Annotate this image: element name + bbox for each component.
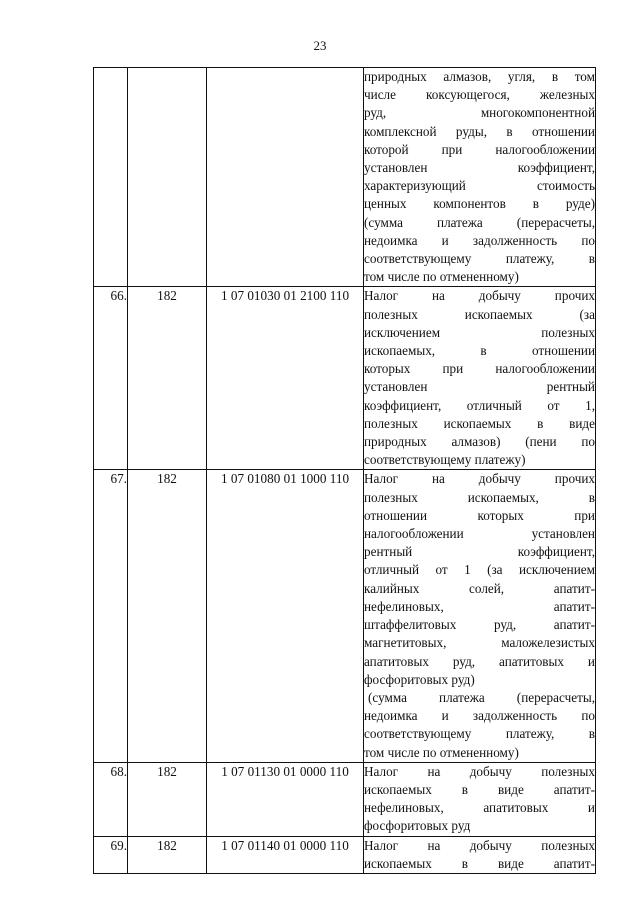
text-line: установлен рентный [364, 379, 595, 395]
text-line: недоимка и задолженность по [364, 708, 595, 724]
budget-classification-code [207, 68, 364, 287]
row-number: 66. [94, 287, 128, 470]
table-row [94, 762, 596, 836]
text-line: том числе по отмененному) [364, 269, 519, 285]
text-line: соответствующему платежу) [364, 452, 526, 468]
income-name [364, 762, 596, 836]
text-line: (сумма платежа (перерасчеты, [368, 689, 595, 705]
text-line: фосфоритовых руд) [364, 671, 475, 687]
text-line: рентный коэффициент, [364, 544, 595, 560]
income-name [364, 470, 596, 762]
tax-codes-table [93, 67, 596, 874]
text-line: коэффициент, отличный от 1, [364, 397, 595, 413]
text-line: соответствующему платежу, в [364, 251, 595, 267]
page-number: 23 [313, 38, 327, 53]
budget-classification-code: 1 07 01030 01 2100 110 [207, 287, 364, 470]
text-line: природных алмазов, угля, в том [364, 69, 595, 84]
text-line: ископаемых в виде апатит- [364, 781, 595, 797]
row-number [94, 68, 128, 287]
table-row [94, 68, 596, 287]
text-line: характеризующий стоимость [364, 178, 595, 194]
text-line: том числе по отмененному) [364, 744, 519, 760]
text-line: полезных ископаемых (за [364, 306, 595, 322]
text-line: соответствующему платежу, в [364, 726, 595, 742]
row-number: 67. [94, 470, 128, 762]
text-line: недоимка и задолженность по [364, 232, 595, 248]
text-line: которой при налогообложении [364, 141, 595, 157]
text-line: ценных компонентов в руде) [364, 196, 595, 212]
text-line: установлен коэффициент, [364, 160, 595, 176]
income-name [364, 287, 596, 470]
text-line: (сумма платежа (перерасчеты, [364, 214, 595, 230]
text-line: Налог на добычу прочих [364, 471, 595, 487]
text-line: природных алмазов) (пени по [364, 434, 595, 450]
text-line: магнетитовых, маложелезистых [364, 635, 595, 651]
text-line: ископаемых, в отношении [364, 343, 595, 359]
text-line: фосфоритовых руд [364, 818, 471, 834]
text-line: числе коксующегося, железных [364, 87, 595, 103]
text-line: отношении которых при [364, 507, 595, 523]
text-line: полезных ископаемых в виде [364, 415, 595, 431]
budget-classification-code: 1 07 01140 01 0000 110 [207, 836, 364, 873]
text-line: нефелиновых, апатитовых и [364, 800, 595, 816]
income-name [364, 68, 596, 287]
budget-classification-code: 1 07 01130 01 0000 110 [207, 762, 364, 836]
text-line: Налог на добычу полезных [364, 763, 595, 779]
text-line: отличный от 1 (за исключением [364, 562, 595, 578]
text-line: апатитовых руд, апатитовых и [364, 653, 595, 669]
table-row [94, 836, 596, 873]
administrator-code: 182 [128, 287, 207, 470]
text-line: ископаемых в виде апатит- [364, 855, 595, 871]
text-line: полезных ископаемых, в [364, 489, 595, 505]
row-number: 68. [94, 762, 128, 836]
income-name [364, 836, 596, 873]
row-number: 69. [94, 836, 128, 873]
administrator-code: 182 [128, 762, 207, 836]
text-line: калийных солей, апатит- [364, 580, 595, 596]
text-line: налогообложении установлен [364, 526, 595, 542]
table-row [94, 470, 596, 762]
text-line: которых при налогообложении [364, 361, 595, 377]
text-line: исключением полезных [364, 324, 595, 340]
text-line: Налог на добычу полезных [364, 837, 595, 853]
text-line: комплексной руды, в отношении [364, 123, 595, 139]
text-line: Налог на добычу прочих [364, 288, 595, 304]
budget-classification-code: 1 07 01080 01 1000 110 [207, 470, 364, 762]
text-line: штаффелитовых руд, апатит- [364, 617, 595, 633]
text-line: нефелиновых, апатит- [364, 598, 595, 614]
table-row [94, 287, 596, 470]
administrator-code [128, 68, 207, 287]
administrator-code: 182 [128, 470, 207, 762]
administrator-code: 182 [128, 836, 207, 873]
text-line: руд, многокомпонентной [364, 105, 595, 121]
